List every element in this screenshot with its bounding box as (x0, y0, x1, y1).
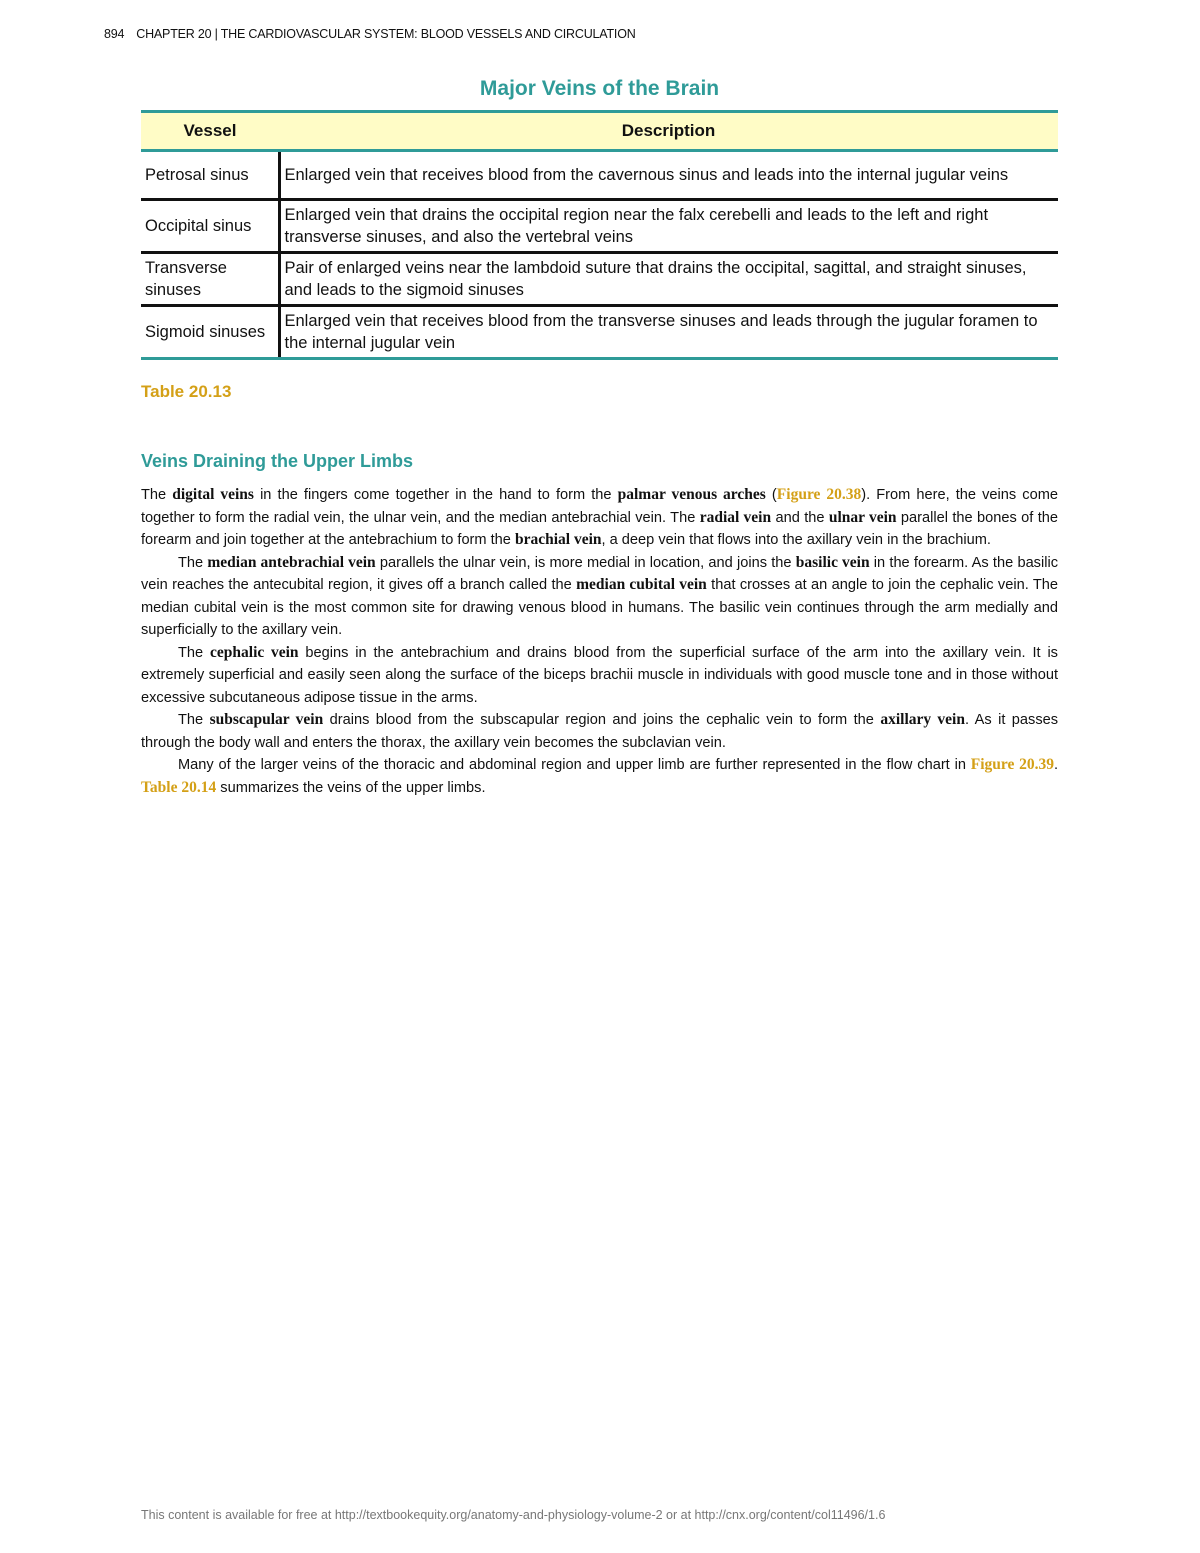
text-run: in the fingers come together in the hand to form the (253, 487, 618, 503)
text-run: The (178, 712, 210, 728)
paragraph (141, 552, 1058, 642)
description-cell: Enlarged vein that receives blood from the transverse sinuses and leads through the jugular foramen to the internal jugular vein (279, 306, 1058, 359)
description-cell: Enlarged vein that drains the occipital region near the falx cerebelli and leads to the left and right transverse sinuses, and also the vertebral veins (279, 200, 1058, 253)
text-run: parallel the bones of the forearm and join together at the antebrachium to form the (141, 509, 1058, 548)
column-header-vessel: Vessel (141, 112, 279, 151)
key-term: palmar venous arches (617, 486, 766, 503)
text-run: , a deep vein that flows into the axillary vein in the brachium. (601, 532, 991, 548)
description-cell: Pair of enlarged veins near the lambdoid suture that drains the occipital, sagittal, and straight sinuses, and leads to the sigmoid sinuses (279, 253, 1058, 306)
vessel-cell: Transverse sinuses (141, 253, 279, 306)
key-term: radial vein (699, 508, 772, 526)
vessel-cell: Occipital sinus (141, 200, 279, 253)
text-run: summarizes the veins of the upper limbs. (216, 779, 486, 796)
text-run: ( (765, 487, 777, 503)
key-term: median cubital vein (576, 576, 707, 593)
cross-reference-link[interactable]: Figure 20.38 (776, 486, 862, 503)
text-run: The (178, 644, 211, 661)
key-term: median antebrachial vein (207, 553, 376, 571)
table-row (141, 253, 1058, 306)
running-header (104, 27, 636, 41)
vessel-cell: Petrosal sinus (141, 151, 279, 200)
body-text (141, 484, 1058, 799)
text-run: in the forearm. As the basilic vein reaches the antecubital region, it gives off a branch called the (141, 554, 1059, 593)
table-caption: Table 20.13 (141, 382, 232, 401)
footer-note: This content is available for free at http://textbookequity.org/anatomy-and-physiology-volume-2 or at http://cnx.org/content/col11496/1.6 (141, 1508, 886, 1522)
text-run: Many of the larger veins of the thoracic and abdominal region and upper limb are further represented in the flow chart in (178, 757, 971, 773)
veins-table (141, 110, 1058, 360)
key-term: subscapular vein (209, 711, 324, 728)
column-header-description: Description (279, 112, 1058, 151)
text-run: . As it passes through the body wall and enters the thorax, the axillary vein becomes the subclavian vein. (141, 712, 1059, 751)
key-term: axillary vein (880, 711, 965, 728)
paragraph (141, 754, 1058, 799)
text-run: parallels the ulnar vein, is more medial in location, and joins the (375, 554, 796, 571)
paragraph (141, 709, 1058, 754)
text-run: drains blood from the subscapular region and joins the cephalic vein to form the (323, 712, 881, 728)
text-run: The (178, 554, 208, 571)
text-run: . (1053, 757, 1059, 773)
section-heading: Veins Draining the Upper Limbs (141, 451, 414, 471)
text-run: and the (771, 509, 829, 526)
key-term: brachial vein (514, 531, 602, 548)
text-run: The (141, 487, 173, 503)
key-term: cephalic vein (210, 643, 299, 661)
key-term: digital veins (172, 486, 254, 503)
cross-reference-link[interactable]: Table 20.14 (141, 778, 217, 796)
table-title: Major Veins of the Brain (479, 77, 720, 100)
text-run: ). From here, the veins come together to form the radial vein, the ulnar vein, and the median antebrachial vein. The (141, 487, 1058, 526)
vessel-cell: Sigmoid sinuses (141, 306, 279, 359)
page-number: 894 (104, 27, 125, 41)
text-run: begins in the antebrachium and drains blood from the superficial surface of the arm into the axillary vein. It is extremely superficial and easily seen along the surface of the biceps brachii muscle in individuals with good muscle tone and in those without excessive subcutaneous adipose tissue in the arms. (141, 644, 1058, 706)
description-cell: Enlarged vein that receives blood from the cavernous sinus and leads into the internal jugular veins (279, 151, 1058, 200)
paragraph (141, 642, 1058, 710)
key-term: ulnar vein (828, 508, 897, 526)
table-row (141, 306, 1058, 359)
table-row (141, 151, 1058, 200)
text-run: that crosses at an angle to join the cephalic vein. The median cubital vein is the most common site for drawing venous blood in humans. The basilic vein continues through the arm medially and superficially to the axillary vein. (141, 577, 1059, 638)
table-row (141, 200, 1058, 253)
paragraph (141, 484, 1058, 552)
chapter-title: CHAPTER 20 | THE CARDIOVASCULAR SYSTEM: BLOOD VESSELS AND CIRCULATION (136, 27, 636, 41)
cross-reference-link[interactable]: Figure 20.39 (970, 756, 1054, 773)
key-term: basilic vein (795, 553, 870, 571)
